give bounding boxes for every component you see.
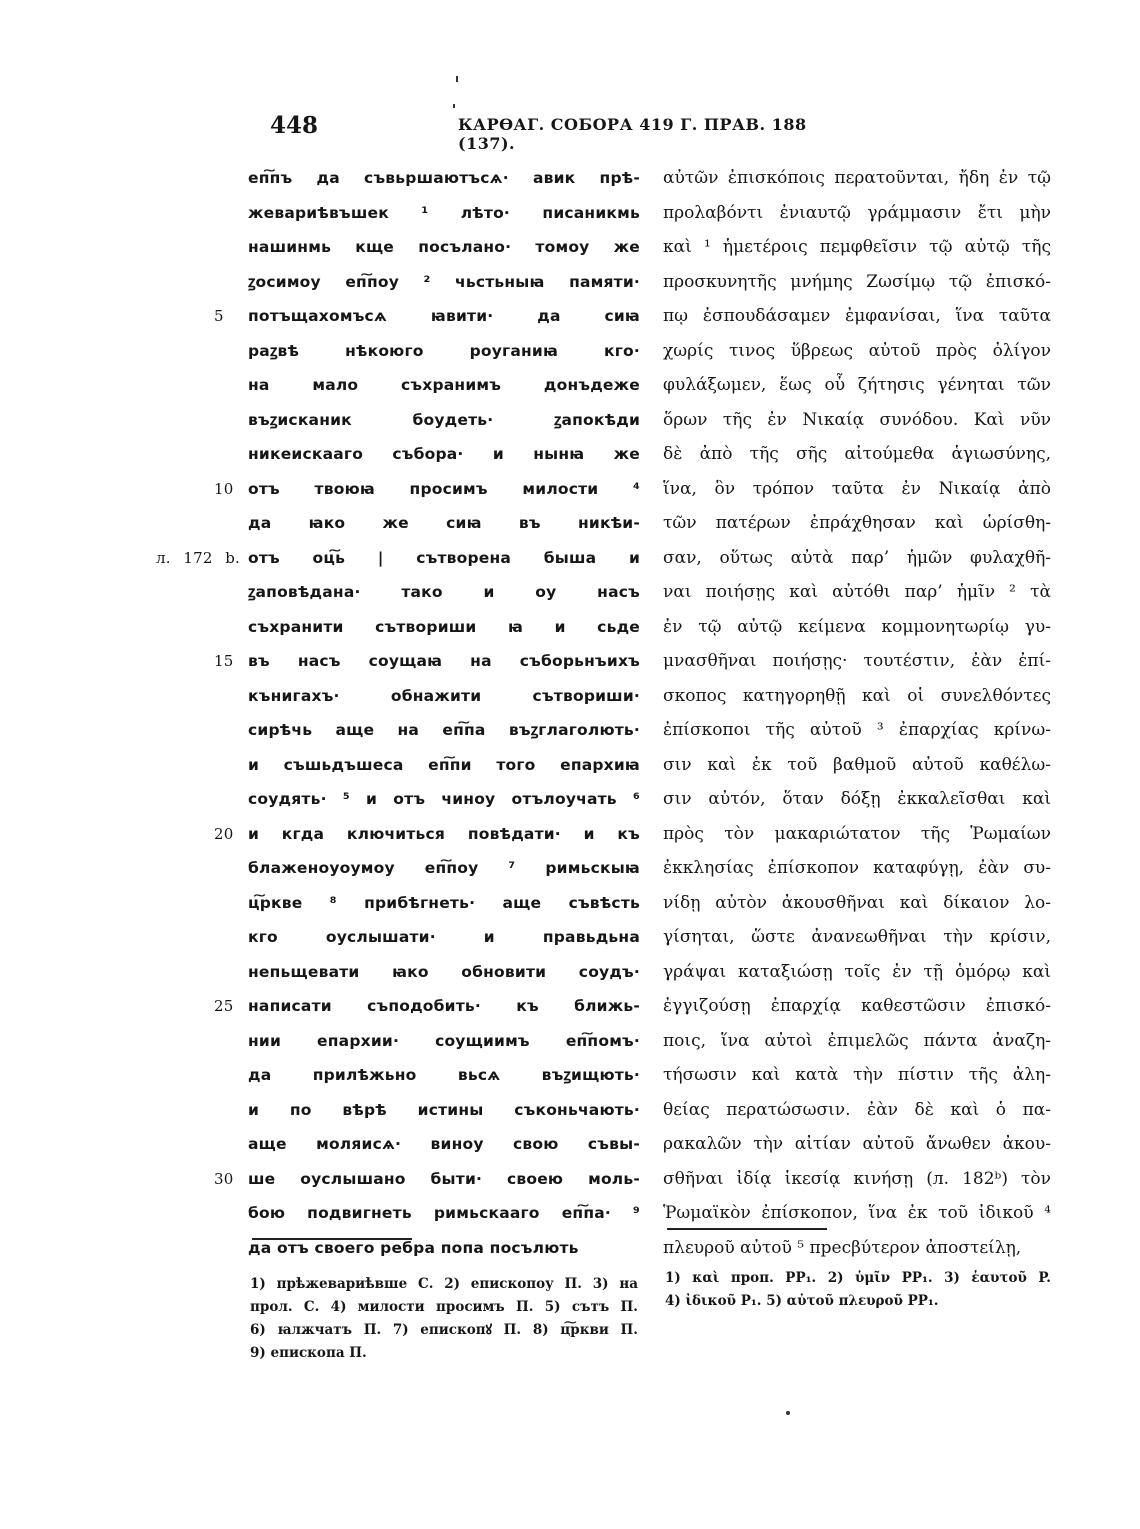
slavonic-line (214, 989, 640, 1024)
slavonic-line-text: написати съподобить· къ ближь- (248, 997, 640, 1015)
slavonic-line-text: въꙁисканик боудеть· ꙁапокѣди (248, 410, 640, 429)
slavonic-line (248, 575, 640, 610)
slavonic-line (248, 506, 640, 541)
slavonic-line (248, 782, 640, 817)
greek-line: σαν, οὕτως αὐτὰ παρ’ ἡμῶν φυλαχθῆ- (663, 547, 1051, 568)
greek-line: θείας περατώσωσιν. ἐὰν δὲ καὶ ὁ πα- (663, 1099, 1051, 1120)
greek-line: ὅρων τῆς ἐν Νικαίᾳ συνόδου. Καὶ νῦν (663, 409, 1051, 430)
slavonic-line (248, 610, 640, 645)
footnote-line: прол. С. 4) милости просимъ П. 5) сътъ П. (250, 1299, 638, 1315)
running-title: КАРѲАГ. СОБОРА 419 Г. ПРАВ. 188 (137). (458, 115, 807, 153)
slavonic-line (248, 1024, 640, 1059)
greek-line: προσκυνητῆς μνήμης Ζωσίμῳ τῷ ἐπισκό- (663, 271, 1051, 292)
slavonic-line-text: отъ твоюꙗ просимъ милости ⁴ (248, 479, 640, 498)
slavonic-line-text: аще моляисѧ· виноу свою съвы- (248, 1135, 640, 1153)
footnote-line: 9) епископа П. (250, 1345, 367, 1361)
slavonic-line-text: и по вѣрѣ истины съконьчають· (248, 1100, 640, 1119)
greek-line: πῳ ἐσπουδάσαμεν ἐμφανίσαι, ἵνα ταῦτα (663, 306, 1051, 326)
slavonic-line (248, 230, 640, 265)
greek-line: ἐν τῷ αὐτῷ κείμενα κομμονητωρίῳ γυ- (663, 616, 1051, 637)
slavonic-line-text: ше оуслышано быти· своею моль- (248, 1169, 640, 1188)
slavonic-line (214, 817, 640, 852)
slavonic-line-text: и кгда ключиться повѣдати· и къ (248, 824, 640, 843)
slavonic-line-text: нашинмь кще посълано· томоу же (248, 238, 640, 256)
greek-line: ἐγγιζούσῃ ἐπαρχίᾳ καθεστῶσιν ἐπισκό- (663, 996, 1051, 1016)
slavonic-line-text: непьщевати ꙗко обновити соудъ· (248, 962, 640, 981)
slavonic-line (248, 368, 640, 403)
slavonic-line-text: да ꙗко же сиꙗ въ никѣи- (248, 514, 640, 532)
margin-folio-reference: л. 172 b. (156, 548, 240, 567)
greek-line: νίδῃ αὐτὸν ἀκουσθῆναι καὶ δίκαιον λο- (663, 892, 1051, 913)
slavonic-line (214, 1162, 640, 1197)
greek-line: μνασθῆναι ποιήσῃς· τουτέστιν, ἐὰν ἐπί- (663, 651, 1051, 671)
scan-speck (453, 104, 455, 108)
footnote-rule-right (667, 1228, 827, 1230)
greek-line: πλευροῦ αὐτοῦ ⁵ πресβύτερον ἀποστείλῃ, (663, 1237, 1022, 1258)
page-number: 448 (270, 112, 319, 139)
greek-line: Ῥωμαϊκὸν ἐπίσκοπον, ἵνα ἐκ τοῦ ἰδικοῦ ⁴ (663, 1203, 1051, 1223)
slavonic-line (248, 1231, 640, 1266)
slavonic-line-text: съхранити сътвориши ꙗ и сьде (248, 617, 640, 636)
footnote-line: 4) ἰδικοῦ P₁. 5) αὐτοῦ πλευροῦ PP₁. (665, 1293, 939, 1309)
slavonic-line (248, 955, 640, 990)
greek-line: δὲ ἀπὸ τῆς σῆς αἰτούμεθα ἁγιωσύνης, (663, 444, 1051, 464)
slavonic-line (248, 851, 640, 886)
footnote-rule-left (252, 1238, 412, 1240)
slavonic-line-text: никеискааго събора· и нынꙗ же (248, 445, 640, 463)
slavonic-line (248, 920, 640, 955)
footnotes-slavonic (250, 1273, 638, 1365)
slavonic-line-text: кънигахъ· обнажити сътвориши· (248, 686, 640, 705)
slavonic-line (248, 886, 640, 921)
slavonic-line (248, 334, 640, 369)
footnote-line: 6) ꙗлжчатъ П. 7) епископꙋ П. 8) ц͠ркви П. (250, 1322, 638, 1338)
slavonic-line-text: въ насъ соущаꙗ на съборьнъихъ (248, 652, 640, 670)
slavonic-line (248, 1093, 640, 1128)
line-number: 5 (214, 307, 224, 325)
slavonic-line (248, 1058, 640, 1093)
greek-line: ποις, ἵνα αὐτοὶ ἐπιμελῶς πάντα ἀναζη- (663, 1030, 1051, 1051)
slavonic-line (248, 403, 640, 438)
line-number: 15 (214, 652, 234, 670)
slavonic-line-text: блаженоуоумоу еп͠поу ⁷ римьскыꙗ (248, 859, 640, 877)
slavonic-line-text: соудять· ⁵ и отъ чиноу отълоучать ⁶ (248, 790, 640, 808)
slavonic-line (214, 644, 640, 679)
slavonic-line-text: на мало съхранимъ донъдеже (248, 376, 640, 394)
line-number: 20 (214, 824, 234, 843)
slavonic-line-text: отъ оц͠ь | сътворена быша и (248, 548, 640, 567)
slavonic-line-text: сирѣчь аще на еп͠па въꙁглаголють· (248, 721, 640, 739)
running-head (270, 112, 830, 153)
slavonic-line (248, 748, 640, 783)
greek-text-column (663, 161, 1051, 1265)
slavonic-line-text: раꙁвѣ нѣкоюго роуганиꙗ кго· (248, 341, 640, 360)
slavonic-line (248, 437, 640, 472)
greek-line: ἵνα, ὃν τρόπον ταῦτα ἐν Νικαίᾳ ἀπὸ (663, 478, 1051, 499)
slavonic-line-text: ꙁосимоу еп͠поу ² чьстьныꙗ памяти· (248, 272, 640, 291)
slavonic-line (214, 472, 640, 507)
greek-line: σκοπος κατηγορηθῇ καὶ οἱ συνελθόντες (663, 685, 1051, 706)
greek-line: σιν καὶ ἐκ τοῦ βαθμοῦ αὐτοῦ καθέλω- (663, 754, 1051, 775)
greek-line: γίσηται, ὥστε ἀνανεωθῆναι τὴν κρίσιν, (663, 927, 1051, 947)
slavonic-line (248, 1196, 640, 1231)
greek-line: φυλάξωμεν, ἕως οὗ ζήτησις γένηται τῶν (663, 375, 1051, 395)
slavonic-line-text: да отъ своего ребра попа посълють (248, 1238, 579, 1257)
slavonic-line (248, 1127, 640, 1162)
slavonic-line-text: жевариѣвъшек ¹ лѣто· писаникмь (248, 203, 640, 222)
slavonic-line (248, 196, 640, 231)
greek-line: χωρίς τινος ὕβρεως αὐτοῦ πρὸς ὀλίγον (663, 340, 1051, 361)
greek-line: ρακαλῶν τὴν αἰτίαν αὐτοῦ ἄνωθεν ἀκου- (663, 1134, 1051, 1154)
scan-speck (786, 1411, 790, 1415)
greek-line: τῶν πατέρων ἐπράχθησαν καὶ ὡρίσθη- (663, 513, 1051, 533)
greek-line: σιν αὐτόν, ὅταν δόξῃ ἐκκαλεῖσθαι καὶ (663, 789, 1051, 809)
slavonic-line (248, 161, 640, 196)
footnote-line: 1) καὶ проп. PP₁. 2) ὑμῖν PP₁. 3) ἑαυτοῦ P. (665, 1270, 1051, 1286)
scan-speck (456, 76, 458, 82)
greek-line: προλαβόντι ἐνιαυτῷ γράμμασιν ἔτι μὴν (663, 202, 1051, 223)
line-number: 30 (214, 1169, 234, 1188)
slavonic-line-text: ꙁаповѣдана· тако и оу насъ (248, 583, 640, 601)
greek-line: σθῆναι ἰδίᾳ ἱκεσίᾳ κινήσῃ (л. 182ᵇ) τὸν (663, 1168, 1051, 1189)
greek-line: ναι ποιήσῃς καὶ αὐτόθι παρ’ ἡμῖν ² τὰ (663, 582, 1051, 602)
slavonic-line-text: еп͠пъ да съвьршаютъсѧ· авик прѣ- (248, 169, 640, 187)
slavonic-line-text: кго оуслышати· и правьдьна (248, 928, 640, 946)
greek-line: ἐπίσκοποι τῆς αὐτοῦ ³ ἐπαρχίας κρίνω- (663, 720, 1051, 740)
slavonic-line (248, 679, 640, 714)
line-number: 25 (214, 997, 234, 1015)
slavonic-line-text: бою подвигнеть римьскааго еп͠па· ⁹ (248, 1204, 640, 1222)
slavonic-line-text: ц͠ркве ⁸ прибѣгнеть· аще съвѣсть (248, 893, 640, 912)
line-number: 10 (214, 479, 234, 498)
slavonic-line-text: и съшьдъшеса еп͠пи того епархиꙗ (248, 755, 640, 774)
footnotes-greek (665, 1267, 1051, 1313)
slavonic-line (156, 541, 640, 576)
greek-line: πρὸς τὸν μακαριώτατον τῆς Ῥωμαίων (663, 823, 1051, 844)
greek-line: καὶ ¹ ἡμετέροις πεμφθεῖσιν τῷ αὐτῷ τῆς (663, 237, 1051, 257)
greek-line: ἐκκλησίας ἐπίσκοπον καταφύγῃ, ἐὰν συ- (663, 858, 1051, 878)
slavonic-line (214, 299, 640, 334)
slavonic-line (248, 265, 640, 300)
slavonic-line (248, 713, 640, 748)
greek-line: τήσωσιν καὶ κατὰ τὴν πίστιν τῆς ἀλη- (663, 1065, 1051, 1085)
slavonic-line-text: нии епархии· соущиимъ еп͠помъ· (248, 1031, 640, 1050)
greek-line: αὐτῶν ἐπισκόποις περατοῦνται, ἤδη ἐν τῷ (663, 168, 1051, 188)
slavonic-line-text: да прилѣжьно вьсѧ въꙁищють· (248, 1066, 640, 1084)
greek-line: γράψαι καταξιώσῃ τοῖς ἐν τῇ ὁμόρῳ καὶ (663, 961, 1051, 982)
slavonic-text-column (156, 161, 640, 1265)
footnote-line: 1) прѣжевариѣвше С. 2) епископоу П. 3) на (250, 1276, 638, 1292)
slavonic-line-text: потъщахомъсѧ ꙗвити· да сиꙗ (248, 307, 640, 325)
